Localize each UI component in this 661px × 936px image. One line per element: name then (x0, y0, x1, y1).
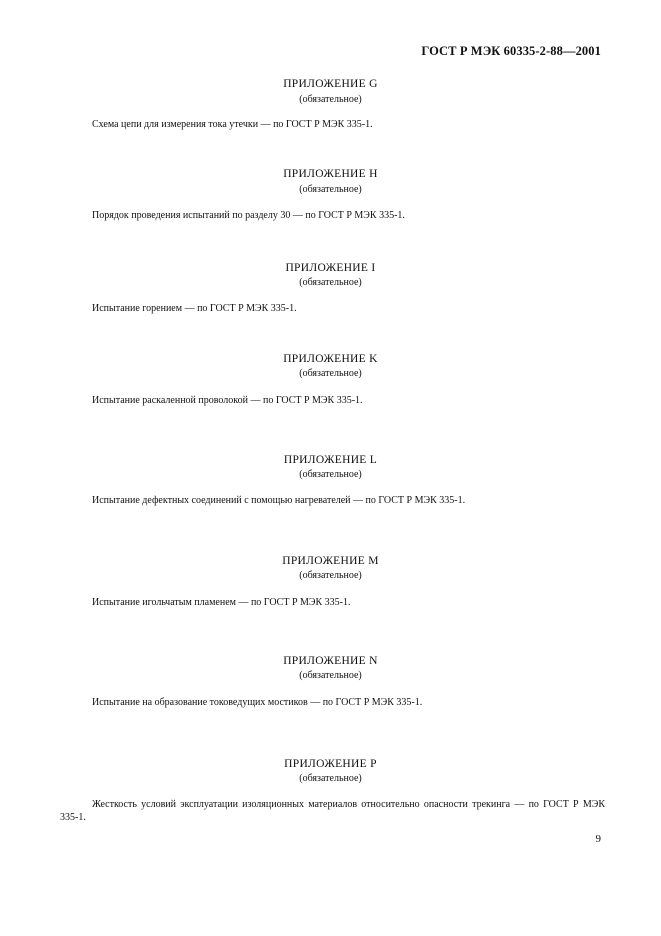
appendix-k-status: (обязательное) (299, 368, 362, 379)
appendix-g-title: ПРИЛОЖЕНИЕ G (283, 78, 378, 90)
appendix-l-text: Испытание дефектных соединений с помощью нагревателей — по ГОСТ Р МЭК 335-1. (92, 495, 466, 506)
appendix-h-status: (обязательное) (299, 184, 362, 195)
appendix-m-title: ПРИЛОЖЕНИЕ M (282, 555, 379, 567)
appendix-l-status: (обязательное) (299, 469, 362, 480)
appendix-i-title: ПРИЛОЖЕНИЕ I (285, 262, 376, 274)
appendix-i-status: (обязательное) (299, 277, 362, 288)
appendix-k-title: ПРИЛОЖЕНИЕ K (283, 353, 378, 365)
appendix-n-text: Испытание на образование токоведущих мостиков — по ГОСТ Р МЭК 335-1. (92, 697, 423, 708)
appendix-p-status: (обязательное) (299, 773, 362, 784)
appendix-g-text: Схема цепи для измерения тока утечки — по ГОСТ Р МЭК 335-1. (92, 119, 373, 130)
appendix-m-status: (обязательное) (299, 570, 362, 581)
appendix-l-title: ПРИЛОЖЕНИЕ L (283, 454, 378, 466)
appendix-g-status: (обязательное) (299, 94, 362, 105)
appendix-h-text: Порядок проведения испытаний по разделу 30 — по ГОСТ Р МЭК 335-1. (92, 210, 405, 221)
appendix-p-title: ПРИЛОЖЕНИЕ P (284, 758, 377, 770)
appendix-p-text: Жесткость условий эксплуатации изоляционных материалов относительно опасности трекинга — по ГОСТ Р МЭК 335-1. (60, 799, 605, 823)
appendix-n-title: ПРИЛОЖЕНИЕ N (283, 655, 378, 667)
page-number: 9 (595, 833, 601, 845)
document-code: ГОСТ Р МЭК 60335-2-88—2001 (421, 44, 601, 58)
appendix-i-text: Испытание горением — по ГОСТ Р МЭК 335-1. (92, 303, 297, 314)
appendix-k-text: Испытание раскаленной проволокой — по ГОСТ Р МЭК 335-1. (92, 395, 363, 406)
appendix-m-text: Испытание игольчатым пламенем — по ГОСТ Р МЭК 335-1. (92, 597, 351, 608)
appendix-h-title: ПРИЛОЖЕНИЕ H (283, 168, 378, 180)
appendix-n-status: (обязательное) (299, 670, 362, 681)
